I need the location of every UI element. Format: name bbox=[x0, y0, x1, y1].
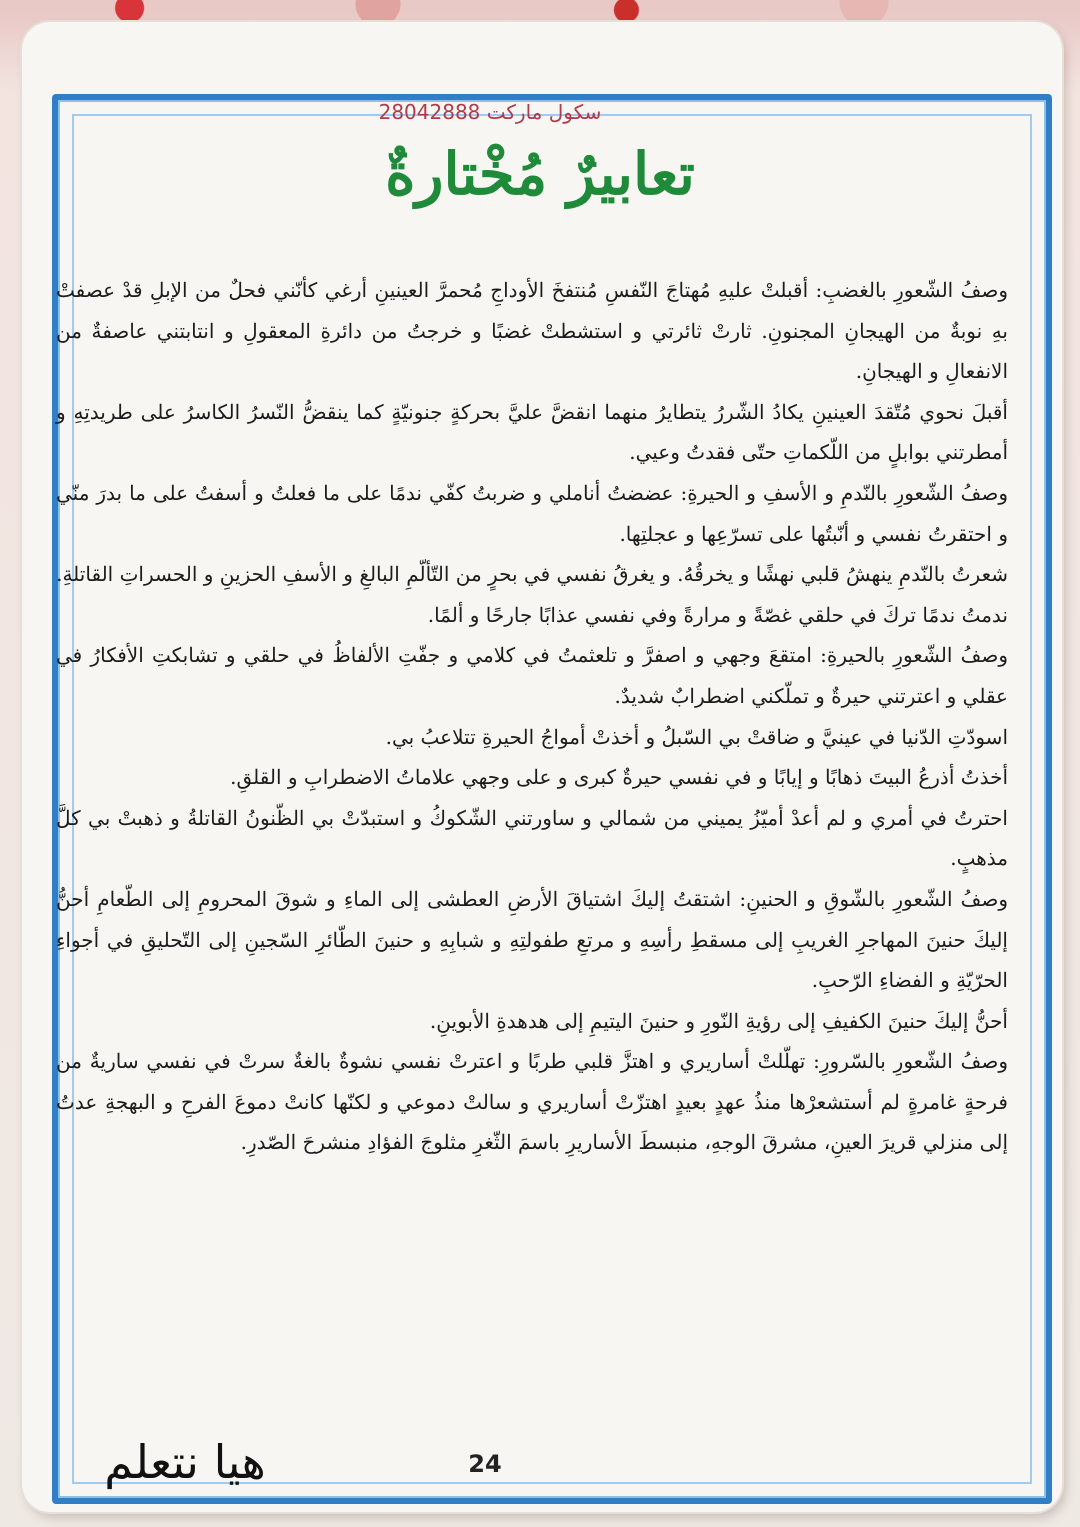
paragraph: وصفُ الشّعورِ بالحيرةِ: امتقعَ وجهي و اصفرَّ و تلعثمتُ في كلامي و جفّتِ الألفاظُ في حلقي و تشابكتِ الأفكارُ في عقلي و اعترتني حيرةٌ و تملّكني اضطرابٌ شديدٌ. bbox=[56, 643, 1008, 708]
paragraph: أحنُّ إليكَ حنينَ الكفيفِ إلى رؤيةِ النّورِ و حنينَ اليتيمِ إلى هدهدةِ الأبوينِ. bbox=[429, 1008, 1008, 1033]
paragraph: وصفُ الشّعورِ بالنّدمِ و الأسفِ و الحيرةِ: عضضتُ أناملي و ضربتُ كفّي ندمًا على ما فعلتُ و أسفتُ على ما بدرَ منّي و احتقرتُ نفسي و أنّبتُها على تسرّعِها و عجلتِها. bbox=[56, 480, 1008, 546]
paragraph: احترتُ في أمري و لم أعدْ أميّزُ يميني من شمالي و ساورتني الشّكوكُ و استبدّتْ بي الظّنونُ القاتلةُ و ذهبتْ بي كلَّ مذهبٍ. bbox=[56, 805, 1008, 871]
paragraph: وصفُ الشّعورِ بالشّوقِ و الحنينِ: اشتقتُ إليكَ اشتياقَ الأرضِ العطشى إلى الماءِ و شوقَ المحرومِ إلى الطّعامِ أحنُّ إليكَ حنينَ المهاجرِ الغريبِ إلى مسقطِ رأسِهِ و مرتعِ طفولتِهِ و شبابِهِ و حنينَ الطّائرِ السّجينِ إلى التّحليقِ في أجواءِ الحرّيّةِ و الفضاءِ الرّحبِ. bbox=[56, 886, 1008, 993]
paragraph: اسودّتِ الدّنيا في عينيَّ و ضاقتْ بي السّبلُ و أخذتْ أمواجُ الحيرةِ تتلاعبُ بي. bbox=[385, 724, 1008, 749]
store-note: سكول ماركت 28042888 bbox=[378, 100, 602, 124]
page-title: تعابيرٌ مُخْتارةٌ bbox=[385, 140, 695, 208]
paragraph: وصفُ الشّعورِ بالغضبِ: أقبلتْ عليهِ مُهتاجَ النّفسِ مُنتفخَ الأوداجِ مُحمرَّ العينينِ أرغي كأنّني فحلٌ من الإبلِ قدْ عصفتْ بهِ نوبةٌ من الهيجانِ المجنونِ. ثارتْ ثائرتي و استشطتْ غضبًا و خرجتُ من دائرةِ المعقولِ و انتابتني عاصفةٌ من الانفعالِ و الهيجانِ. bbox=[56, 278, 1008, 384]
paragraph: وصفُ الشّعورِ بالسّرورِ: تهلّلتْ أساريري و اهتزَّ قلبي طربًا و اعترتْ نفسي نشوةٌ بالغةٌ سرتْ في نفسي ساريةٌ من فرحةٍ غامرةٍ لم أستشعرْها منذُ عهدٍ بعيدٍ اهتزّتْ أساريري و سالتْ دموعي و لكنّها كانتْ دموعَ الفرحِ و البهجةِ عدتُ إلى منزلي قريرَ العينِ، مشرقَ الوجهِ، منبسطَ الأساريرِ باسمَ الثّغرِ مثلوجَ الفؤادِ منشرحَ الصّدرِ. bbox=[56, 1049, 1008, 1155]
text-body bbox=[56, 270, 1008, 1163]
paragraph: أقبلَ نحوي مُتّقدَ العينينِ يكادُ الشّررُ يتطايرُ منهما انقضَّ عليَّ بحركةٍ جنونيّةٍ كما ينقضُّ النّسرُ الكاسرُ على طريدتِهِ و أمطرتني بوابلٍ من اللّكماتِ حتّى فقدتُ وعيي. bbox=[56, 399, 1008, 465]
paragraph: ندمتُ ندمًا تركَ في حلقي غصّةً و مرارةً وفي نفسي عذابًا جارحًا و ألمًا. bbox=[427, 602, 1008, 627]
paragraph: أخذتُ أذرعُ البيتَ ذهابًا و إيابًا و في نفسي حيرةٌ كبرى و على وجهي علاماتُ الاضطرابِ و القلقِ. bbox=[230, 765, 1008, 790]
watermark-text: هيا نتعلم bbox=[104, 1435, 266, 1489]
paragraph: شعرتُ بالنّدمِ ينهشُ قلبي نهشًا و يخرقُهُ. و يغرقُ نفسي في بحرٍ من التّألّمِ البالغِ و الأسفِ الحزينِ و الحسراتِ القاتلةِ. bbox=[56, 562, 1008, 587]
page-number: 24 bbox=[468, 1450, 502, 1478]
